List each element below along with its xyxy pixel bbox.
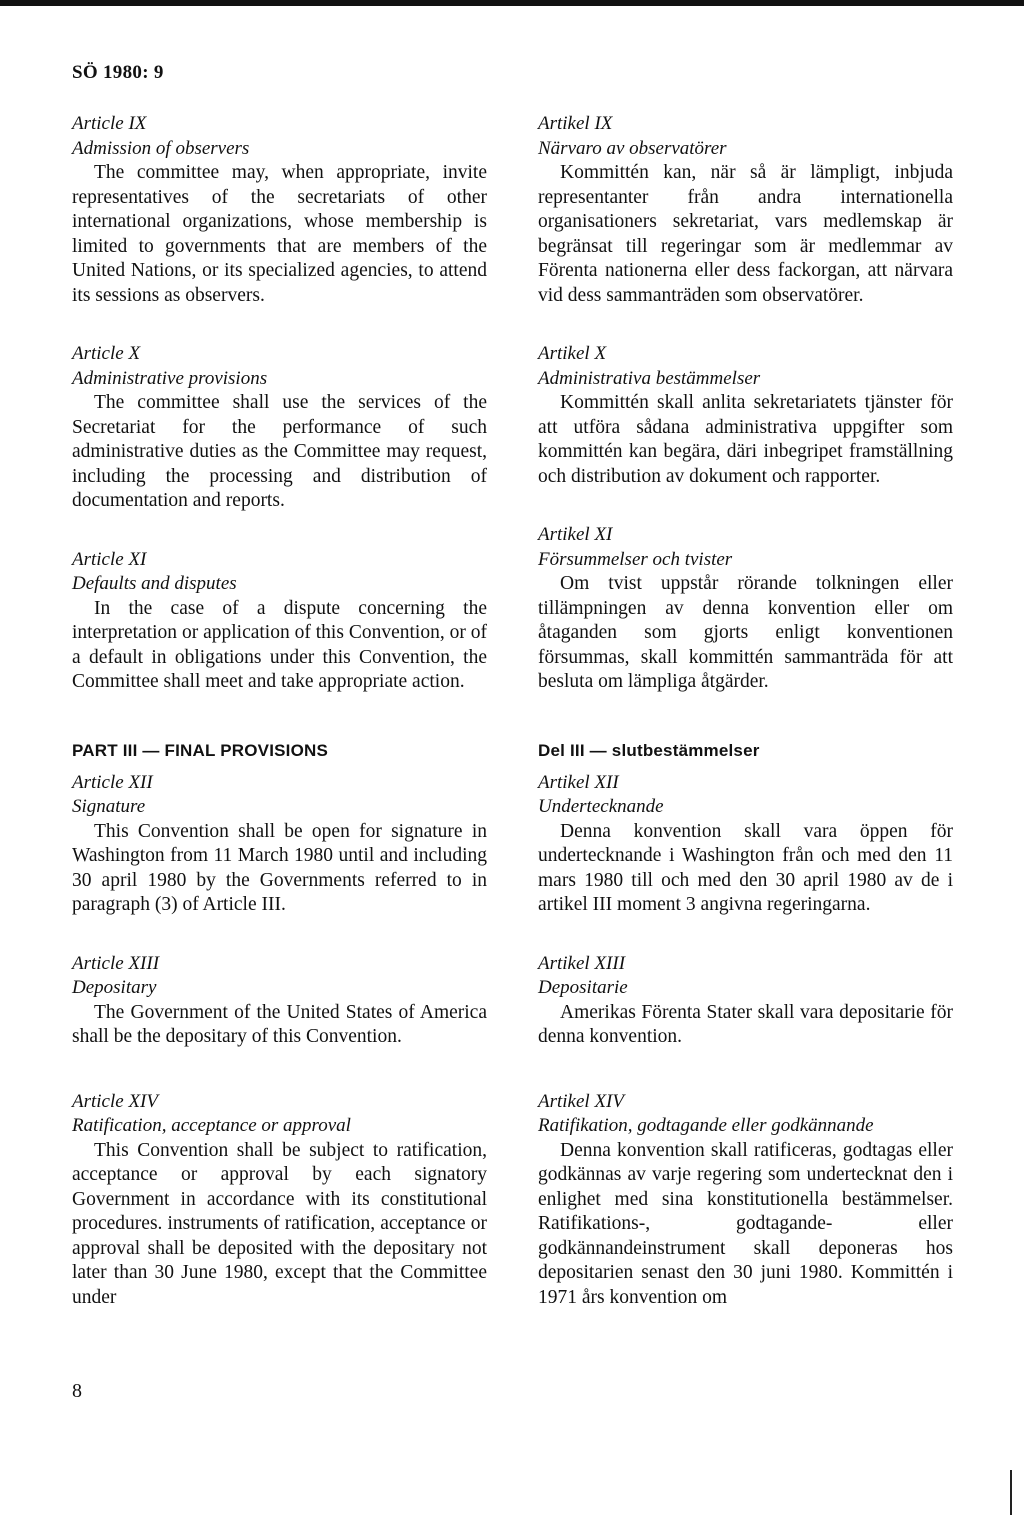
page-number: 8 xyxy=(72,1380,82,1402)
article-text: The Government of the United States of America shall be the depositary of this Convention. xyxy=(72,1001,487,1047)
part-heading: PART III — FINAL PROVISIONS xyxy=(72,740,329,760)
article-13-sv xyxy=(538,952,953,1050)
article-subtitle: Närvaro av observatörer xyxy=(538,137,727,159)
article-subtitle: Undertecknande xyxy=(538,796,664,817)
article-subtitle: Ratifikation, godtagande eller godkännande xyxy=(538,1115,874,1136)
article-title: Artikel XII xyxy=(538,771,619,793)
english-column xyxy=(72,112,487,1310)
article-title: Article XIII xyxy=(72,952,160,974)
article-subtitle: Administrative provisions xyxy=(72,367,268,389)
article-13-en xyxy=(72,952,487,1050)
article-title: Artikel XIII xyxy=(538,952,626,974)
article-12-en xyxy=(72,771,487,918)
article-11-sv xyxy=(538,523,953,695)
article-subtitle: Defaults and disputes xyxy=(72,573,237,594)
article-9-sv xyxy=(538,112,953,308)
article-subtitle: Depositarie xyxy=(538,977,628,998)
article-text: Om tvist uppstår rörande tolkningen eller tillämpningen av denna konvention eller om åtaganden som gjorts enligt konventionen försummas, skall kommittén sammanträda för att besluta om lämpliga åtgärder. xyxy=(538,573,953,692)
article-text: Denna konvention skall ratificeras, godtagas eller godkännas av varje regering som undertecknat den i enlighet med sina konstitutionella bestämmelser. Ratifikations-, godtagande- eller godkännandeinstrument skall deponeras hos depositarien senast den 30 juni 1980. Kommittén i 1971 års konvention om xyxy=(538,1139,953,1308)
article-12-sv xyxy=(538,771,953,918)
article-subtitle: Administrativa bestämmelser xyxy=(538,367,761,389)
article-text: The committee shall use the services of the Secretariat for the performance of such administrative duties as the Committee may request, including the processing and distribution of documentation and reports. xyxy=(72,392,487,511)
article-text: Kommittén skall anlita sekretariatets tjänster för att utföra sådana administrativa uppgifter som kommittén kan begära, däri inbegripet framställning och distribution av dokument och rapporter. xyxy=(538,392,953,487)
article-subtitle: Ratification, acceptance or approval xyxy=(72,1115,351,1136)
article-text: This Convention shall be subject to ratification, acceptance or approval by each signatory Government in accordance with its constitutional procedures. instruments of ratification, acceptance or approval shall be deposited with the depositary not later than 30 June 1980, except that the Committee under xyxy=(72,1139,487,1308)
article-text: Amerikas Förenta Stater skall vara depositarie för denna konvention. xyxy=(538,1001,953,1047)
article-title: Article XII xyxy=(72,771,153,793)
article-subtitle: Försummelser och tvister xyxy=(538,548,733,570)
article-text: Kommittén kan, när så är lämpligt, inbjuda representanter från andra internationella organisationers sekretariat, vars medlemskap är begränsat till regeringar som är medlemmar av Förenta nationerna eller dess fackorgan, att närvara vid dess sammanträden som observatörer. xyxy=(538,162,953,306)
article-9-en xyxy=(72,112,487,308)
scan-edge-mark xyxy=(1010,1470,1012,1515)
article-10-sv xyxy=(538,342,953,489)
swedish-column xyxy=(538,112,953,1310)
article-11-en xyxy=(72,548,487,695)
article-text: Denna konvention skall vara öppen för undertecknande i Washington från och med den 11 mars 1980 till och med den 30 april 1980 av de i artikel III moment 3 angivna regeringarna. xyxy=(538,820,953,915)
article-title: Artikel X xyxy=(538,343,607,364)
article-14-en xyxy=(72,1090,487,1311)
document-reference: SÖ 1980: 9 xyxy=(72,62,164,83)
article-title: Artikel XIV xyxy=(538,1090,624,1112)
article-14-sv xyxy=(538,1090,953,1311)
article-title: Article IX xyxy=(72,113,147,134)
part-heading: Del III — slutbestämmelser xyxy=(538,740,760,760)
article-title: Article XI xyxy=(72,548,147,570)
article-subtitle: Depositary xyxy=(72,977,157,998)
article-text: The committee may, when appropriate, invite representatives of the secretariats of other international organizations, whose membership is limited to governments that are members of the United Nations, or its specialized agencies, to attend its sessions as observers. xyxy=(72,162,487,306)
article-10-en xyxy=(72,342,487,514)
top-border-rule xyxy=(0,0,1024,6)
article-title: Artikel XI xyxy=(538,524,613,545)
article-text: This Convention shall be open for signature in Washington from 11 March 1980 until and including 30 april 1980 by the Governments referred to in paragraph (3) of Article III. xyxy=(72,820,487,915)
article-text: In the case of a dispute concerning the interpretation or application of this Convention, or of a default in obligations under this Convention, the Committee shall meet and take appropriate action. xyxy=(72,597,487,692)
article-title: Article XIV xyxy=(72,1090,158,1112)
article-title: Artikel IX xyxy=(538,113,613,134)
article-subtitle: Signature xyxy=(72,796,146,817)
article-subtitle: Admission of observers xyxy=(72,137,250,159)
article-title: Article X xyxy=(72,343,141,364)
